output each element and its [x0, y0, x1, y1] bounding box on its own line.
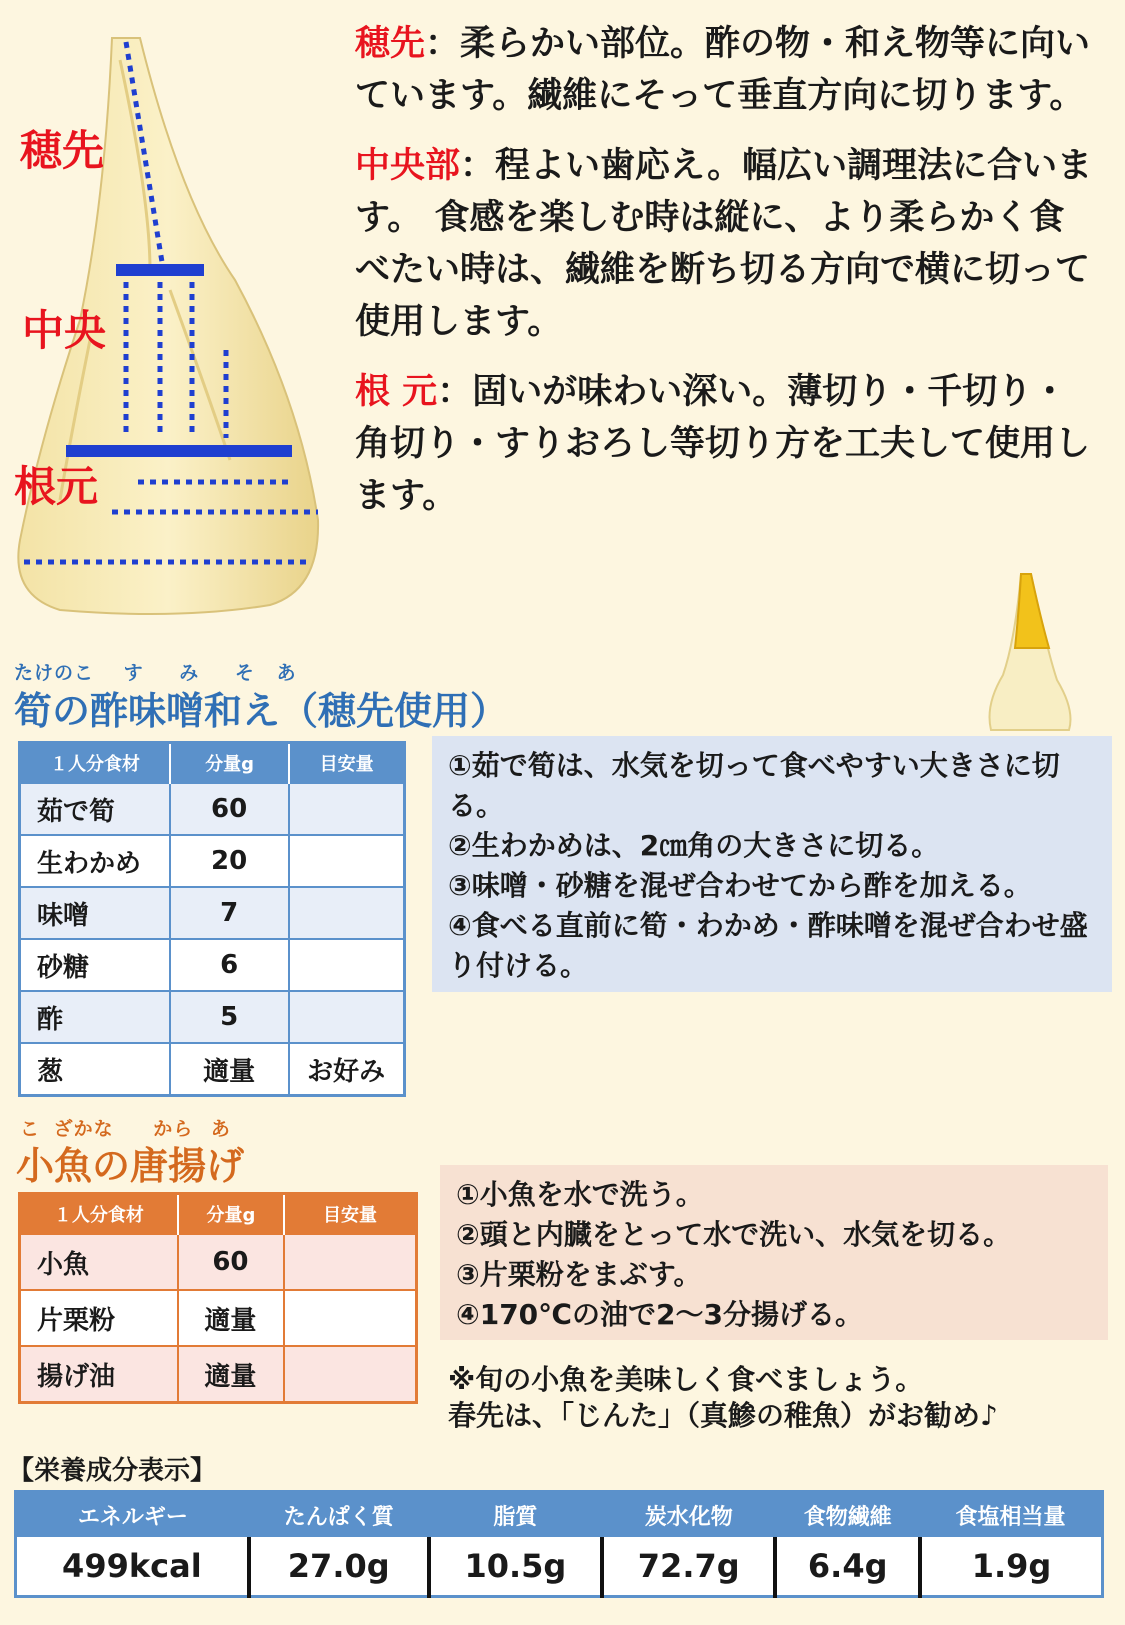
nutrition-table	[14, 1490, 1104, 1598]
part-tip-head: 穂先	[355, 24, 426, 64]
recipe2-title: 小魚の唐揚げ	[16, 1144, 245, 1188]
part-tip-text: ：柔らかい部位。酢の物・和え物等に向いています。繊維にそって垂直方向に切ります。	[355, 24, 1091, 116]
step-4: ④170℃の油で2～3分揚げる。	[456, 1298, 864, 1331]
table-row	[20, 991, 405, 1043]
ruby-takenoko: たけのこ	[14, 662, 95, 684]
label-middle: 中央	[22, 306, 107, 355]
ingredient-guide	[289, 991, 404, 1043]
ruby-ko: こ	[20, 1118, 41, 1140]
label-base: 根元	[14, 462, 99, 511]
ingredient-amount: 適量	[178, 1346, 284, 1403]
col-amount: 分量g	[170, 743, 289, 784]
ingredient-amount: 60	[178, 1234, 284, 1290]
ingredient-amount: 適量	[170, 1043, 289, 1096]
nutrition-header: 炭水化物	[602, 1492, 775, 1538]
ingredient-name: 茹で筍	[20, 783, 171, 835]
ruby-a: あ	[210, 1118, 231, 1140]
nutrition-header: 食塩相当量	[920, 1492, 1102, 1538]
recipe2-steps	[440, 1165, 1108, 1340]
ingredient-name: 揚げ油	[20, 1346, 178, 1403]
table-row	[16, 1537, 1103, 1597]
part-base-description	[355, 366, 1095, 522]
note-line-2: 春先は、「じんた」（真鯵の稚魚）がお勧め♪	[448, 1399, 998, 1432]
nutrition-carbohydrate: 72.7g	[602, 1537, 775, 1597]
recipe1-title: 筍の酢味噌和え（穂先使用）	[14, 689, 509, 733]
recipe2-note	[448, 1362, 1098, 1434]
table-row	[20, 939, 405, 991]
recipe1-ingredient-table	[18, 741, 406, 1097]
nutrition-header: 脂質	[429, 1492, 602, 1538]
ingredient-name: 生わかめ	[20, 835, 171, 887]
nutrition-fiber: 6.4g	[775, 1537, 920, 1597]
nutrition-header: たんぱく質	[249, 1492, 429, 1538]
part-middle-description	[355, 140, 1095, 348]
part-base-head: 根 元	[355, 372, 438, 412]
ingredient-guide: お好み	[289, 1043, 404, 1096]
part-middle-text: ：程よい歯応え。幅広い調理法に合います。 食感を楽しむ時は縦に、より柔らかく食べたい時は、繊維を断ち切る方向で横に切って使用します。	[355, 146, 1093, 342]
label-tip: 穂先	[20, 126, 105, 175]
col-guide: 目安量	[284, 1194, 416, 1235]
recipe1-steps	[432, 736, 1112, 992]
ruby-mi: み	[179, 662, 200, 684]
ingredient-name: 砂糖	[20, 939, 171, 991]
step-2: ②頭と内臓をとって水で洗い、水気を切る。	[456, 1218, 1012, 1251]
ingredient-name: 片栗粉	[20, 1290, 178, 1346]
step-2: ②生わかめは、2㎝角の大きさに切る。	[448, 829, 940, 862]
nutrition-heading: 【栄養成分表示】	[8, 1456, 217, 1486]
note-line-1: ※旬の小魚を美味しく食べましょう。	[448, 1363, 924, 1396]
ruby-a: あ	[276, 662, 297, 684]
table-row	[20, 887, 405, 939]
table-row	[20, 1346, 417, 1403]
ingredient-amount: 60	[170, 783, 289, 835]
nutrition-fat: 10.5g	[429, 1537, 602, 1597]
nutrition-salt: 1.9g	[920, 1537, 1102, 1597]
col-guide: 目安量	[289, 743, 404, 784]
table-row	[20, 1290, 417, 1346]
ingredient-guide	[284, 1234, 416, 1290]
ingredient-name: 酢	[20, 991, 171, 1043]
ingredient-guide	[284, 1290, 416, 1346]
bamboo-shoot-illustration	[0, 20, 340, 620]
ingredient-amount: 5	[170, 991, 289, 1043]
step-1: ①茹で筍は、水気を切って食べやすい大きさに切る。	[448, 749, 1060, 822]
ingredient-guide	[289, 835, 404, 887]
ingredient-name: 小魚	[20, 1234, 178, 1290]
ingredient-amount: 7	[170, 887, 289, 939]
ruby-kara: から	[153, 1118, 194, 1140]
nutrition-header: エネルギー	[16, 1492, 249, 1538]
nutrition-protein: 27.0g	[249, 1537, 429, 1597]
part-tip-description	[355, 18, 1095, 122]
ingredient-guide	[289, 783, 404, 835]
part-base-text: ：固いが味わい深い。薄切り・千切り・角切り・すりおろし等切り方を工夫して使用します。	[355, 372, 1091, 516]
col-amount: 分量g	[178, 1194, 284, 1235]
step-3: ③片栗粉をまぶす。	[456, 1258, 702, 1291]
ruby-su: す	[123, 662, 144, 684]
step-3: ③味噌・砂糖を混ぜ合わせてから酢を加える。	[448, 869, 1032, 902]
nutrition-header: 食物繊維	[775, 1492, 920, 1538]
ruby-zakana: ざかな	[53, 1118, 114, 1140]
col-ingredient: １人分食材	[20, 1194, 178, 1235]
step-1: ①小魚を水で洗う。	[456, 1178, 704, 1211]
ingredient-amount: 適量	[178, 1290, 284, 1346]
col-ingredient: １人分食材	[20, 743, 171, 784]
ruby-so: そ	[234, 662, 255, 684]
recipe2-ingredient-table	[18, 1192, 418, 1404]
ingredient-guide	[289, 887, 404, 939]
ingredient-guide	[289, 939, 404, 991]
table-row	[20, 783, 405, 835]
ingredient-guide	[284, 1346, 416, 1403]
nutrition-energy: 499kcal	[16, 1537, 249, 1597]
ingredient-amount: 6	[170, 939, 289, 991]
ingredient-name: 味噌	[20, 887, 171, 939]
ingredient-name: 葱	[20, 1043, 171, 1096]
table-row	[20, 1234, 417, 1290]
table-row	[20, 835, 405, 887]
bamboo-tip-icon	[985, 570, 1075, 735]
part-middle-head: 中央部	[355, 146, 461, 186]
parts-description	[355, 18, 1095, 540]
table-row	[20, 1043, 405, 1096]
ingredient-amount: 20	[170, 835, 289, 887]
step-4: ④食べる直前に筍・わかめ・酢味噌を混ぜ合わせ盛り付ける。	[448, 909, 1088, 982]
